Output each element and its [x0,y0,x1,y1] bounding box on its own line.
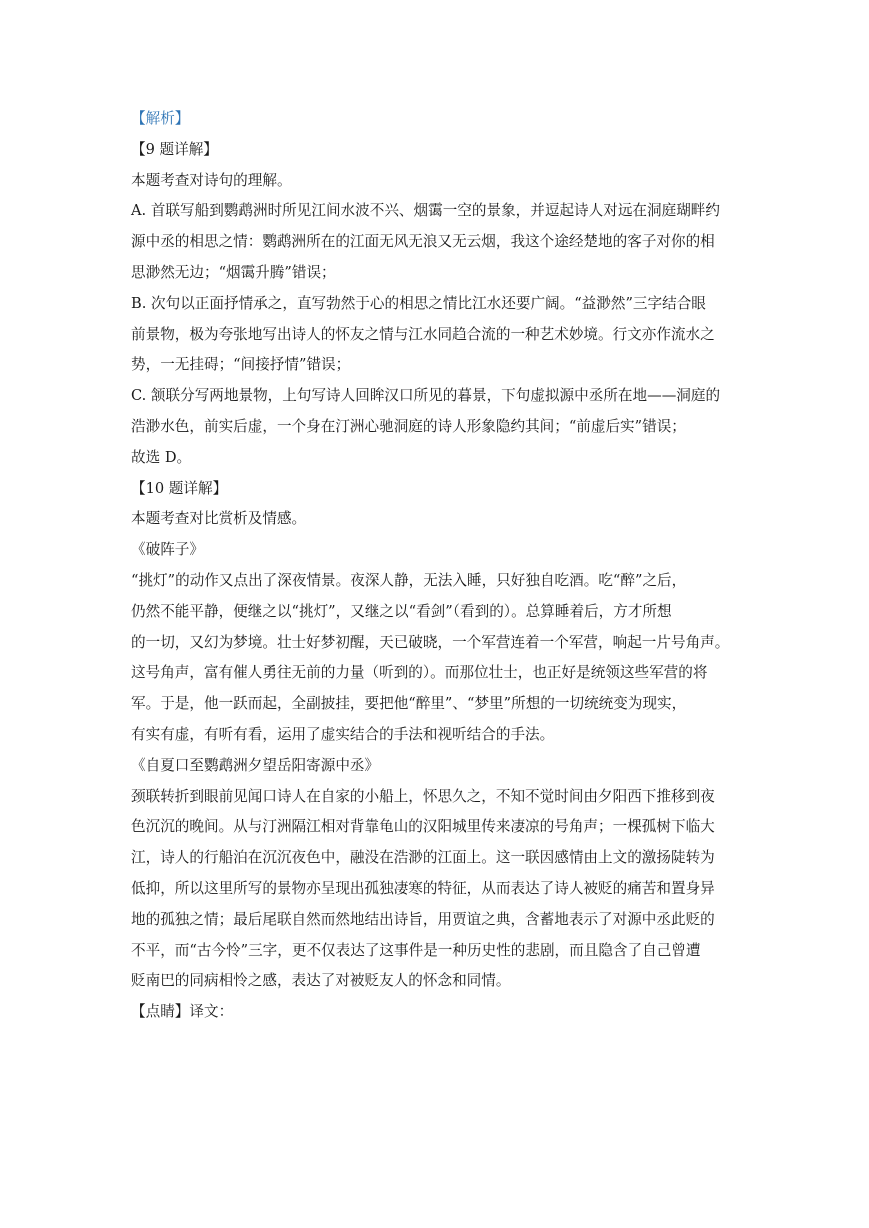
poem-2-analysis-line-2: 色沉沉的晚间。从与汀洲隔江相对背靠龟山的汉阳城里传来凄凉的号角声；一棵孤树下临大 [131,818,715,836]
poem-1-analysis-line-3: 的一切，又幻为梦境。壮士好梦初醒，天已破晓，一个军营连着一个军营，响起一片号角声。 [131,633,730,651]
document-body [131,109,743,1022]
poem-1-analysis-line-6: 有实有虚，有听有看，运用了虚实结合的手法和视听结合的手法。 [131,725,555,743]
analysis-heading: 【解析】 [131,110,190,127]
poem-1-analysis-line-2: 仍然不能平静，便继之以“挑灯”，又继之以“看剑”（看到的）。总算睡着后，方才所想 [131,602,672,620]
poem-1-analysis-line-5: 军。于是，他一跃而起，全副披挂，要把他“醉里”、“梦里”所想的一切统统变为现实， [131,695,687,713]
q9-heading: 【9 题详解】 [131,140,218,158]
q9-option-b-line-1: B. 次句以正面抒情承之，直写勃然于心的相思之情比江水还要广阔。“益渺然”三字结合眼 [131,294,706,312]
poem-2-analysis-line-3: 江，诗人的行船泊在沉沉夜色中，融没在浩渺的江面上。这一联因感情由上文的激扬陡转为 [131,849,715,867]
poem-2-title: 《自夏口至鹦鹉洲夕望岳阳寄源中丞》 [131,756,380,774]
q9-intro: 本题考查对诗句的理解。 [131,171,292,189]
q9-option-c-line-2: 浩渺水色，前实后虚，一个身在汀洲心驰洞庭的诗人形象隐约其间；“前虚后实”错误； [131,417,686,435]
poem-2-analysis-line-5: 地的孤独之情；最后尾联自然而然地结出诗旨，用贾谊之典，含蓄地表示了对源中丞此贬的 [131,910,715,928]
poem-2-analysis-line-4: 低抑，所以这里所写的景物亦呈现出孤独凄寒的特征，从而表达了诗人被贬的痛苦和置身异 [131,879,715,897]
q10-heading: 【10 题详解】 [131,479,228,497]
commentary-heading: 【点睛】译文： [131,1003,234,1021]
q9-option-c-line-1: C. 颔联分写两地景物，上句写诗人回眸汉口所见的暮景，下句虚拟源中丞所在地——洞庭的 [131,387,721,405]
poem-1-title: 《破阵子》 [131,541,204,559]
q9-option-a-line-3: 思渺然无边；“烟霭升腾”错误； [131,263,336,281]
poem-1-analysis-line-1: “挑灯”的动作又点出了深夜情景。夜深人静，无法入睡，只好独自吃酒。吃“醉”之后， [131,571,687,589]
q9-option-a-line-2: 源中丞的相思之情：鹦鹉洲所在的江面无风无浪又无云烟，我这个途经楚地的客子对你的相 [131,233,715,251]
q9-option-b-line-2: 前景物，极为夸张地写出诗人的怀友之情与江水同趋合流的一种艺术妙境。行文亦作流水之 [131,325,715,343]
poem-2-analysis-line-6: 不平，而“古今怜”三字，更不仅表达了这事件是一种历史性的悲剧，而且隐含了自己曾遭 [131,941,701,959]
q9-answer: 故选 D。 [131,448,192,466]
q9-option-b-line-3: 势，一无挂碍；“间接抒情”错误； [131,356,351,374]
poem-2-analysis-line-1: 颈联转折到眼前见闻口诗人在自家的小船上，怀思久之，不知不觉时间由夕阳西下推移到夜 [131,787,715,805]
poem-2-analysis-line-7: 贬南巴的同病相怜之感，表达了对被贬友人的怀念和同情。 [131,972,511,990]
q9-option-a-line-1: A. 首联写船到鹦鹉洲时所见江间水波不兴、烟霭一空的景象，并逗起诗人对远在洞庭瑚畔约 [131,202,720,220]
poem-1-analysis-line-4: 这号角声，富有催人勇往无前的力量（听到的）。而那位壮士，也正好是统领这些军营的将 [131,664,708,682]
q10-intro: 本题考查对比赏析及情感。 [131,510,307,528]
